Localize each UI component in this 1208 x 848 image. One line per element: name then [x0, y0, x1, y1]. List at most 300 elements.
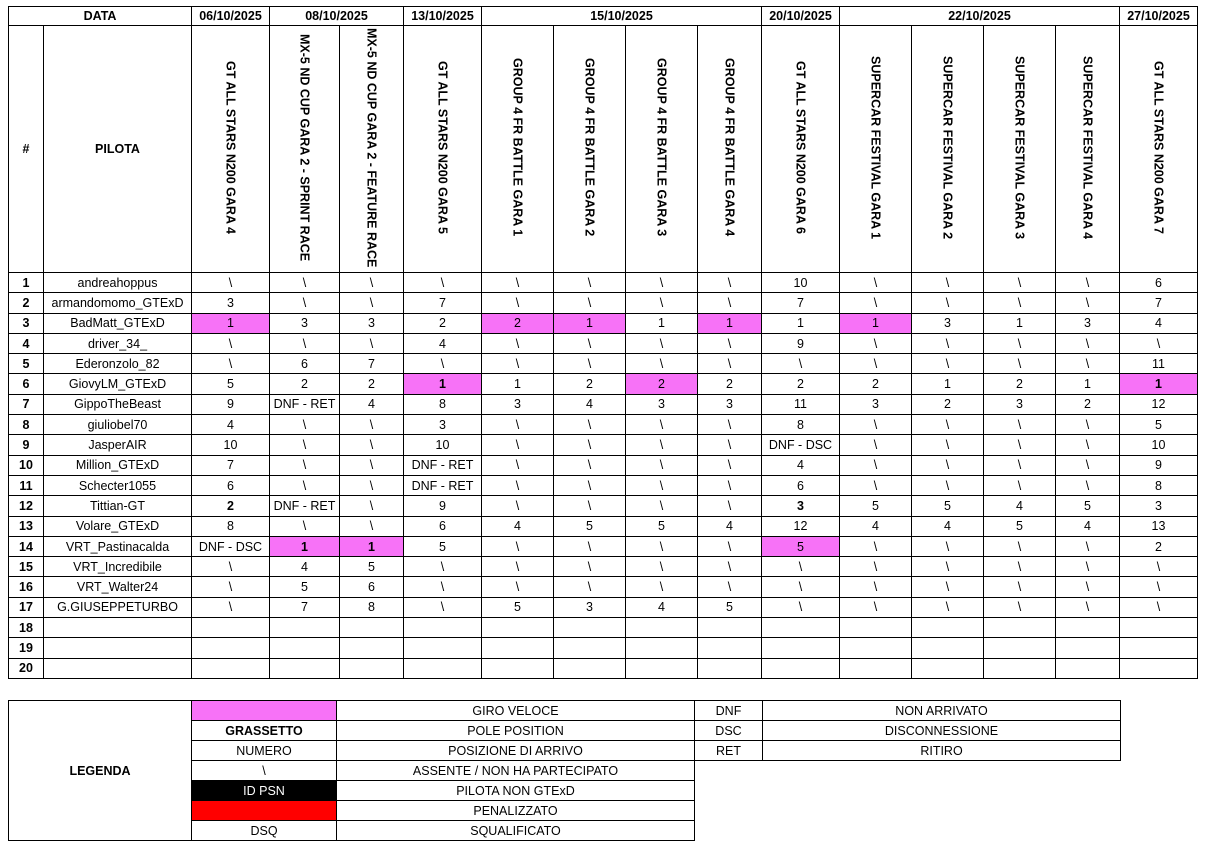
result-cell: 7 [340, 354, 404, 374]
result-cell [984, 618, 1056, 638]
result-cell: \ [984, 536, 1056, 556]
date-header: 27/10/2025 [1120, 7, 1198, 26]
pilot-name: GippoTheBeast [44, 394, 192, 414]
result-cell: \ [762, 354, 840, 374]
result-cell [762, 618, 840, 638]
legend-penalty-swatch [192, 801, 337, 821]
row-number: 15 [9, 557, 44, 577]
legend-row-1 [9, 701, 1121, 721]
result-cell: 5 [554, 516, 626, 536]
row-number: 7 [9, 394, 44, 414]
legend-desc: SQUALIFICATO [337, 821, 695, 841]
date-header: 08/10/2025 [270, 7, 404, 26]
result-cell: \ [698, 293, 762, 313]
pilot-row [9, 638, 1198, 658]
race-header [912, 26, 984, 273]
result-cell: \ [404, 557, 482, 577]
result-cell [626, 638, 698, 658]
race-header [1120, 26, 1198, 273]
result-cell: \ [482, 293, 554, 313]
result-cell: \ [554, 536, 626, 556]
result-cell: 4 [340, 394, 404, 414]
result-cell: \ [840, 597, 912, 617]
result-cell: 1 [762, 313, 840, 333]
date-header: 15/10/2025 [482, 7, 762, 26]
result-cell: \ [840, 273, 912, 293]
result-cell: 3 [762, 496, 840, 516]
result-cell: \ [912, 293, 984, 313]
pilot-row [9, 293, 1198, 313]
row-number: 20 [9, 658, 44, 678]
race-name: GROUP 4 FR BATTLE GARA 4 [722, 58, 737, 237]
result-cell: \ [840, 354, 912, 374]
race-name: MX-5 ND CUP GARA 2 - FEATURE RACE [364, 27, 379, 268]
race-header [482, 26, 554, 273]
pilot-row [9, 496, 1198, 516]
pilot-name: VRT_Incredibile [44, 557, 192, 577]
result-cell: \ [270, 273, 340, 293]
race-header [762, 26, 840, 273]
result-cell: \ [984, 455, 1056, 475]
pilot-row [9, 435, 1198, 455]
row-number: 4 [9, 333, 44, 353]
result-cell: \ [762, 557, 840, 577]
result-cell: 10 [762, 273, 840, 293]
result-cell: 6 [270, 354, 340, 374]
result-cell: 1 [1056, 374, 1120, 394]
result-cell: 1 [984, 313, 1056, 333]
row-number: 13 [9, 516, 44, 536]
pilot-name: armandomomo_GTExD [44, 293, 192, 313]
result-cell: 6 [762, 475, 840, 495]
result-cell: \ [270, 455, 340, 475]
result-cell: \ [912, 597, 984, 617]
result-cell [626, 658, 698, 678]
result-cell: \ [270, 516, 340, 536]
result-cell: \ [1120, 577, 1198, 597]
result-cell: \ [626, 273, 698, 293]
result-cell: 4 [404, 333, 482, 353]
result-cell: 7 [1120, 293, 1198, 313]
result-cell: \ [270, 415, 340, 435]
result-cell: \ [270, 293, 340, 313]
race-names-row [9, 26, 1198, 273]
result-cell: \ [698, 415, 762, 435]
result-cell: \ [270, 333, 340, 353]
result-cell: 3 [404, 415, 482, 435]
legend-key: DSQ [192, 821, 337, 841]
result-cell [340, 618, 404, 638]
result-cell: \ [482, 577, 554, 597]
result-cell [1120, 638, 1198, 658]
result-cell [404, 658, 482, 678]
result-cell: \ [340, 273, 404, 293]
result-cell [1056, 638, 1120, 658]
result-cell: \ [984, 415, 1056, 435]
result-cell: \ [270, 475, 340, 495]
result-cell: \ [698, 496, 762, 516]
result-cell: 10 [1120, 435, 1198, 455]
pilot-name: Ederonzolo_82 [44, 354, 192, 374]
row-number: 18 [9, 618, 44, 638]
result-cell: 3 [270, 313, 340, 333]
result-cell [404, 618, 482, 638]
result-cell: 8 [192, 516, 270, 536]
result-cell: \ [840, 333, 912, 353]
result-cell: \ [554, 435, 626, 455]
result-cell [626, 618, 698, 638]
result-cell: \ [626, 354, 698, 374]
pilot-name [44, 638, 192, 658]
result-cell: \ [192, 354, 270, 374]
result-cell: \ [1056, 354, 1120, 374]
legend-key: GRASSETTO [192, 721, 337, 741]
pilot-row [9, 536, 1198, 556]
pilot-name: Tittian-GT [44, 496, 192, 516]
result-cell: \ [626, 293, 698, 313]
result-cell: 3 [482, 394, 554, 414]
result-cell: \ [482, 333, 554, 353]
pilot-name: VRT_Pastinacalda [44, 536, 192, 556]
result-cell: \ [698, 577, 762, 597]
legend-fastest-lap-swatch [192, 701, 337, 721]
pilot-name: driver_34_ [44, 333, 192, 353]
result-cell [192, 638, 270, 658]
result-cell: 5 [698, 597, 762, 617]
result-cell: \ [912, 435, 984, 455]
result-cell [840, 658, 912, 678]
result-cell: 2 [404, 313, 482, 333]
pilot-row [9, 557, 1198, 577]
result-cell: \ [840, 435, 912, 455]
pilot-row [9, 577, 1198, 597]
race-header [340, 26, 404, 273]
race-header [554, 26, 626, 273]
pilot-row [9, 597, 1198, 617]
result-cell: 4 [1056, 516, 1120, 536]
result-cell: \ [698, 475, 762, 495]
result-cell: DNF - DSC [192, 536, 270, 556]
result-cell: \ [554, 557, 626, 577]
result-cell: \ [482, 455, 554, 475]
result-cell [698, 638, 762, 658]
result-cell: \ [626, 496, 698, 516]
result-cell: \ [554, 415, 626, 435]
result-cell: 2 [762, 374, 840, 394]
result-cell: \ [840, 415, 912, 435]
result-cell: \ [340, 415, 404, 435]
result-cell: 1 [554, 313, 626, 333]
pilot-row [9, 354, 1198, 374]
result-cell: DNF - DSC [762, 435, 840, 455]
race-name: GT ALL STARS N200 GARA 4 [223, 61, 238, 234]
result-cell: 7 [270, 597, 340, 617]
result-cell [762, 638, 840, 658]
result-cell: \ [192, 273, 270, 293]
result-cell: 2 [698, 374, 762, 394]
result-cell: 6 [340, 577, 404, 597]
result-cell: \ [698, 557, 762, 577]
result-cell [1120, 658, 1198, 678]
row-number: 17 [9, 597, 44, 617]
result-cell: \ [192, 597, 270, 617]
result-cell: \ [1056, 455, 1120, 475]
row-number: 9 [9, 435, 44, 455]
result-cell: \ [270, 435, 340, 455]
result-cell: 10 [404, 435, 482, 455]
result-cell: \ [762, 577, 840, 597]
race-name: MX-5 ND CUP GARA 2 - SPRINT RACE [297, 33, 312, 262]
legend-abbr-key: RET [695, 741, 763, 761]
result-cell: \ [840, 577, 912, 597]
result-cell: \ [554, 496, 626, 516]
date-header: 06/10/2025 [192, 7, 270, 26]
result-cell: \ [340, 475, 404, 495]
result-cell [912, 638, 984, 658]
result-cell: \ [698, 536, 762, 556]
result-cell: 4 [270, 557, 340, 577]
result-cell [1056, 658, 1120, 678]
race-name: GT ALL STARS N200 GARA 6 [793, 61, 808, 234]
result-cell: \ [340, 435, 404, 455]
result-cell: 12 [762, 516, 840, 536]
result-cell: 2 [270, 374, 340, 394]
result-cell: \ [840, 455, 912, 475]
result-cell: \ [340, 516, 404, 536]
result-cell: 7 [762, 293, 840, 313]
result-cell: \ [192, 557, 270, 577]
result-cell: 3 [1120, 496, 1198, 516]
pilot-header: PILOTA [44, 26, 192, 273]
result-cell: 2 [1120, 536, 1198, 556]
race-name: SUPERCAR FESTIVAL GARA 4 [1080, 55, 1095, 240]
result-cell: 4 [554, 394, 626, 414]
result-cell: 4 [840, 516, 912, 536]
result-cell: 4 [698, 516, 762, 536]
pilot-name: BadMatt_GTExD [44, 313, 192, 333]
legend-table [8, 700, 1121, 841]
result-cell: \ [482, 273, 554, 293]
result-cell: \ [984, 273, 1056, 293]
result-cell: \ [482, 496, 554, 516]
result-cell: \ [1120, 557, 1198, 577]
race-header [404, 26, 482, 273]
result-cell: 5 [762, 536, 840, 556]
result-cell: 4 [482, 516, 554, 536]
race-name: GT ALL STARS N200 GARA 5 [435, 61, 450, 234]
result-cell: \ [1120, 333, 1198, 353]
row-number: 11 [9, 475, 44, 495]
result-cell [840, 618, 912, 638]
legend-desc: POLE POSITION [337, 721, 695, 741]
result-cell: \ [626, 415, 698, 435]
date-header: 22/10/2025 [840, 7, 1120, 26]
num-header: # [9, 26, 44, 273]
row-number: 1 [9, 273, 44, 293]
result-cell: 7 [404, 293, 482, 313]
result-cell [1120, 618, 1198, 638]
legend-abbr-desc: DISCONNESSIONE [763, 721, 1121, 741]
result-cell: 2 [1056, 394, 1120, 414]
result-cell: 5 [1120, 415, 1198, 435]
result-cell: \ [1056, 577, 1120, 597]
pilot-row [9, 415, 1198, 435]
result-cell: 2 [984, 374, 1056, 394]
result-cell: 9 [1120, 455, 1198, 475]
row-number: 12 [9, 496, 44, 516]
row-number: 6 [9, 374, 44, 394]
result-cell: \ [698, 333, 762, 353]
result-cell: \ [482, 475, 554, 495]
result-cell: 10 [192, 435, 270, 455]
result-cell: 2 [482, 313, 554, 333]
result-cell: \ [912, 354, 984, 374]
legend-desc: GIRO VELOCE [337, 701, 695, 721]
result-cell: 5 [1056, 496, 1120, 516]
pilot-row [9, 455, 1198, 475]
result-cell: 2 [554, 374, 626, 394]
result-cell [554, 658, 626, 678]
result-cell: \ [984, 435, 1056, 455]
result-cell: 6 [192, 475, 270, 495]
result-cell: DNF - RET [270, 496, 340, 516]
pilot-row [9, 273, 1198, 293]
legend-desc: PILOTA NON GTExD [337, 781, 695, 801]
result-cell: \ [554, 475, 626, 495]
result-cell: \ [698, 435, 762, 455]
result-cell: 1 [626, 313, 698, 333]
result-cell [340, 638, 404, 658]
result-cell [482, 658, 554, 678]
row-number: 3 [9, 313, 44, 333]
result-cell: \ [984, 557, 1056, 577]
result-cell: 7 [192, 455, 270, 475]
result-cell: 8 [762, 415, 840, 435]
result-cell: \ [840, 536, 912, 556]
pilot-name: Volare_GTExD [44, 516, 192, 536]
legend-key: ID PSN [192, 781, 337, 801]
result-cell: \ [912, 415, 984, 435]
result-cell: 6 [404, 516, 482, 536]
result-cell [912, 618, 984, 638]
result-cell: \ [912, 273, 984, 293]
result-cell [554, 618, 626, 638]
result-cell: 1 [840, 313, 912, 333]
result-cell: \ [404, 273, 482, 293]
result-cell: \ [1056, 557, 1120, 577]
race-header [840, 26, 912, 273]
pilot-row [9, 658, 1198, 678]
result-cell [192, 618, 270, 638]
result-cell: 5 [192, 374, 270, 394]
data-label: DATA [9, 7, 192, 26]
result-cell: \ [404, 597, 482, 617]
result-cell: \ [404, 354, 482, 374]
result-cell: 1 [1120, 374, 1198, 394]
result-cell: DNF - RET [270, 394, 340, 414]
race-name: SUPERCAR FESTIVAL GARA 3 [1012, 55, 1027, 240]
result-cell: \ [698, 273, 762, 293]
result-cell: \ [554, 273, 626, 293]
result-cell: 4 [626, 597, 698, 617]
result-cell: \ [482, 557, 554, 577]
result-cell: 8 [404, 394, 482, 414]
race-name: GROUP 4 FR BATTLE GARA 1 [510, 58, 525, 237]
result-cell: \ [840, 557, 912, 577]
result-cell: \ [192, 577, 270, 597]
result-cell: 1 [482, 374, 554, 394]
race-header [698, 26, 762, 273]
result-cell: \ [1056, 415, 1120, 435]
date-header: 20/10/2025 [762, 7, 840, 26]
result-cell: DNF - RET [404, 455, 482, 475]
result-cell: DNF - RET [404, 475, 482, 495]
result-cell: \ [984, 475, 1056, 495]
result-cell: 3 [698, 394, 762, 414]
result-cell [270, 658, 340, 678]
result-cell: \ [626, 475, 698, 495]
result-cell: \ [626, 557, 698, 577]
result-cell: 5 [482, 597, 554, 617]
row-number: 10 [9, 455, 44, 475]
result-cell: \ [1056, 536, 1120, 556]
result-cell: \ [554, 455, 626, 475]
result-cell: \ [1056, 435, 1120, 455]
result-cell: \ [912, 557, 984, 577]
result-cell: \ [340, 293, 404, 313]
result-cell: 12 [1120, 394, 1198, 414]
result-cell: 9 [762, 333, 840, 353]
result-cell: 9 [192, 394, 270, 414]
row-number: 16 [9, 577, 44, 597]
result-cell: \ [554, 354, 626, 374]
result-cell: 3 [340, 313, 404, 333]
row-number: 19 [9, 638, 44, 658]
result-cell: \ [698, 455, 762, 475]
pilot-name: VRT_Walter24 [44, 577, 192, 597]
result-cell: \ [984, 354, 1056, 374]
result-cell: \ [762, 597, 840, 617]
result-cell: \ [626, 435, 698, 455]
result-cell: \ [626, 455, 698, 475]
result-cell: 5 [404, 536, 482, 556]
pilot-name [44, 658, 192, 678]
result-cell: 1 [340, 536, 404, 556]
result-cell: 8 [340, 597, 404, 617]
row-number: 14 [9, 536, 44, 556]
pilot-name: giuliobel70 [44, 415, 192, 435]
result-cell: \ [984, 577, 1056, 597]
result-cell [192, 658, 270, 678]
result-cell: \ [984, 333, 1056, 353]
result-cell: \ [340, 333, 404, 353]
result-cell: 3 [626, 394, 698, 414]
result-cell: \ [626, 333, 698, 353]
pilot-name: G.GIUSEPPETURBO [44, 597, 192, 617]
result-cell: \ [626, 536, 698, 556]
result-cell: 9 [404, 496, 482, 516]
result-cell: 13 [1120, 516, 1198, 536]
race-header [270, 26, 340, 273]
result-cell: 3 [1056, 313, 1120, 333]
result-cell: \ [698, 354, 762, 374]
result-cell: \ [554, 293, 626, 313]
legend-abbr-desc: RITIRO [763, 741, 1121, 761]
result-cell [912, 658, 984, 678]
result-cell: \ [404, 577, 482, 597]
date-header: 13/10/2025 [404, 7, 482, 26]
race-name: GT ALL STARS N200 GARA 7 [1151, 61, 1166, 234]
